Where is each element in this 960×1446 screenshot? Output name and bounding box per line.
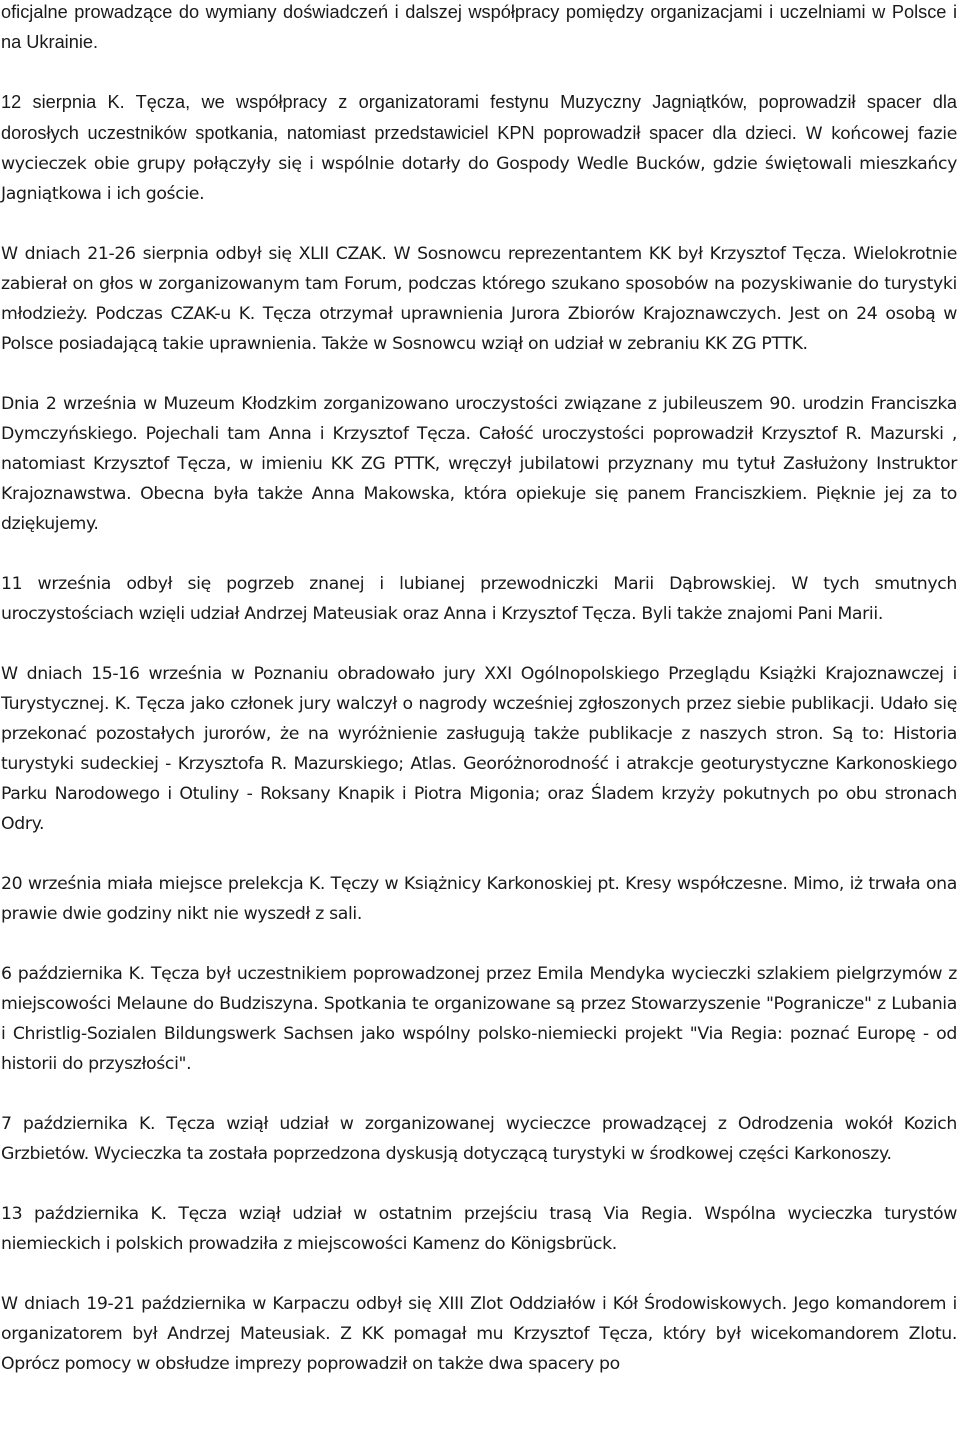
paragraph-gap [1,57,957,87]
paragraph-funeral: 11 września odbył się pogrzeb znanej i lubianej przewodniczki Marii Dąbrowskiej. W tych smutnych uroczystościach wzięli udział Andrzej Mateusiak oraz Anna i Krzysztof Tęcza. Byli także znajomi Pani Marii. [1,574,957,624]
paragraph-pilgrims-trip: 6 października K. Tęcza był uczestnikiem poprowadzonej przez Emila Mendyka wycieczki szlakiem pielgrzymów z miejscowości Melaune do Budziszyna. Spotkania te organizowane są przez Stowarzyszenie "Pogranicze" z Lubania i Christlig-Sozialen Bildungswerk Sachsen jako wspólny polsko-niemiecki projekt "Via Regia: poznać Europę - od historii do przyszłości". [1,964,957,1074]
paragraph-ukraine-cooperation: oficjalne prowadzące do wymiany doświadczeń i dalszej współpracy pomiędzy organizacjami i uczelniami w Polsce i na Ukrainie. [1,2,957,52]
paragraph-gap [1,629,957,659]
paragraph-kozie-grzbiety: 7 października K. Tęcza wziął udział w zorganizowanej wycieczce prowadzącej z Odrodzenia wokół Kozich Grzbietów. Wycieczka ta została poprzedzona dyskusją dotyczącą turystyki w środkowej części Karkonoszy. [1,1114,957,1164]
paragraph-august-12-part-a: 12 sierpnia K. Tęcza, we współpracy z organizatorami festynu Muzyczny Jagniątków, poprowadził spacer dla dorosłych uczestników spotkania, natomiast przedstawiciel KPN poprowadził spacer dla dzieci. [1,92,957,143]
paragraph-gap [1,839,957,869]
paragraph-poznan-jury: W dniach 15-16 września w Poznaniu obradowało jury XXI Ogólnopolskiego Przeglądu Książki Krajoznawczej i Turystycznej. K. Tęcza jako członek jury walczył o nagrody wcześniej zgłoszonych przez siebie publikacji. Udało się przekonać pozostałych jurorów, że na wyróżnienie zasługują także publikacje z naszych stron. Są to: Historia turystyki sudeckiej - Krzysztofa R. Mazurskiego; Atlas. Georóżnorodność i atrakcje geoturystyczne Karkonoskiego Parku Narodowego i Otuliny - Roksany Knapik i Piotra Migonia; oraz Śladem krzyży pokutnych po obu stronach Odry. [1,664,957,834]
paragraph-gap [1,209,957,239]
paragraph-via-regia: 13 października K. Tęcza wziął udział w ostatnim przejściu trasą Via Regia. Wspólna wycieczka turystów niemieckich i polskich prowadziła z miejscowości Kamenz do Königsbrück. [1,1204,957,1254]
paragraph-gap [1,929,957,959]
paragraph-zlot-karpacz: W dniach 19-21 października w Karpaczu odbył się XIII Zlot Oddziałów i Kół Środowiskowych. Jego komandorem i organizatorem był Andrzej Mateusiak. Z KK pomagał mu Krzysztof Tęcza, który był wicekomandorem Zlotu. Oprócz pomocy w obsłudze imprezy poprowadził on także dwa spacery po [1,1294,957,1374]
paragraph-august-12-part-b: W końcowej fazie wycieczek obie grupy połączyły się i wspólnie dotarły do Gospody Wedle Bucków, gdzie świętowali mieszkańcy Jagniątkowa i ich goście. [1,124,957,204]
paragraph-gap [1,1169,957,1199]
paragraph-august-12 [1,87,957,209]
paragraph-gap [1,539,957,569]
paragraph-lecture: 20 września miała miejsce prelekcja K. Tęczy w Książnicy Karkonoskiej pt. Kresy współczesne. Mimo, iż trwała ona prawie dwie godziny nikt nie wyszedł z sali. [1,874,957,924]
paragraph-gap [1,1079,957,1109]
paragraph-czak: W dniach 21-26 sierpnia odbył się XLII CZAK. W Sosnowcu reprezentantem KK był Krzysztof Tęcza. Wielokrotnie zabierał on głos w zorganizowanym tam Forum, podczas którego szukano sposobów na pozyskiwanie do turystyki młodzieży. Podczas CZAK-u K. Tęcza otrzymał uprawnienia Jurora Zbiorów Krajoznawczych. Jest on 24 osobą w Polsce posiadającą takie uprawnienia. Także w Sosnowcu wziął on udział w zebraniu KK ZG PTTK. [1,244,957,354]
paragraph-museum-klodzko: Dnia 2 września w Muzeum Kłodzkim zorganizowano uroczystości związane z jubileuszem 90. urodzin Franciszka Dymczyńskiego. Pojechali tam Anna i Krzysztof Tęcza. Całość uroczystości poprowadził Krzysztof R. Mazurski , natomiast Krzysztof Tęcza, w imieniu KK ZG PTTK, wręczył jubilatowi przyznany mu tytuł Zasłużony Instruktor Krajoznawstwa. Obecna była także Anna Makowska, która opiekuje się panem Franciszkiem. Pięknie jej za to dziękujemy. [1,394,957,534]
paragraph-gap [1,1259,957,1289]
paragraph-gap [1,359,957,389]
